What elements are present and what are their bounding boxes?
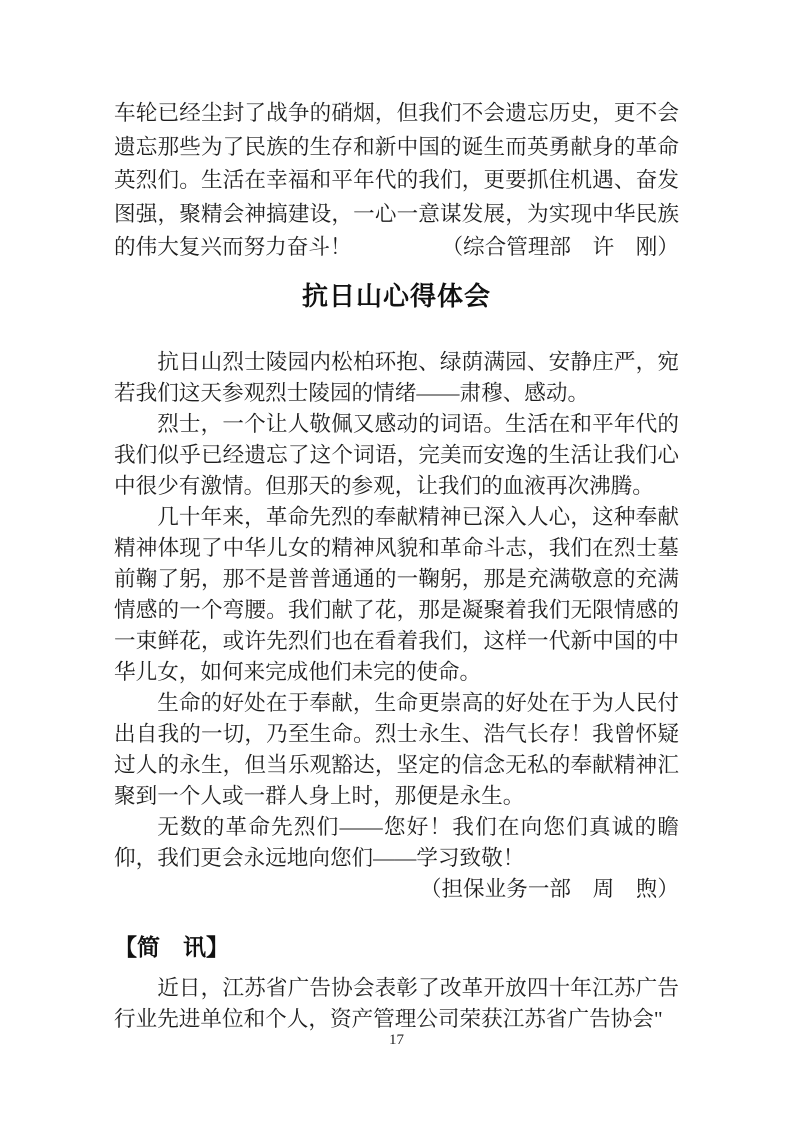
article-title: 抗日山心得体会	[301, 280, 491, 311]
article-paragraph-3: 几十年来，革命先烈的奉献精神已深入人心，这种奉献精神体现了中华儿女的精神风貌和革命斗志，我们在烈士墓前鞠了躬，那不是普普通通的一鞠躬，那是充满敬意的充满情感的一个弯腰。我们献了花，那是凝聚着我们无限情感的一束鲜花，或许先烈们也在看着我们，这样一代新中国的中华儿女，如何来完成他们未完的使命。	[114, 504, 679, 684]
article-paragraph-4: 生命的好处在于奉献，生命更崇高的好处在于为人民付出自我的一切，乃至生命。烈士永生、浩气长存！我曾怀疑过人的永生，但当乐观豁达，坚定的信念无私的奉献精神汇聚到一个人或一群人身上时，那便是永生。	[114, 690, 679, 808]
brief-section-heading: 【简 讯】	[114, 933, 229, 960]
prev-article-body: 车轮已经尘封了战争的硝烟，但我们不会遗忘历史，更不会遗忘那些为了民族的生存和新中国的诞生而英勇献身的革命英烈们。生活在幸福和平年代的我们，更要抓住机遇、奋发图强，聚精会神搞建设，一心一意谋发展，为实现中华民族的伟大复兴而努力奋斗！	[114, 101, 679, 259]
prev-article-attribution: （综合管理部 许 刚）	[441, 235, 679, 259]
page-number: 17	[389, 1032, 404, 1048]
article-paragraph-2: 烈士，一个让人敬佩又感动的词语。生活在和平年代的我们似乎已经遗忘了这个词语，完美而安逸的生活让我们心中很少有激情。但那天的参观，让我们的血液再次沸腾。	[114, 411, 679, 498]
brief-paragraph: 近日，江苏省广告协会表彰了改革开放四十年江苏广告行业先进单位和个人，资产管理公司荣获江苏省广告协会"	[114, 975, 679, 1031]
article-attribution: （担保业务一部 周 煦）	[419, 876, 679, 901]
article-paragraph-1: 抗日山烈士陵园内松柏环抱、绿荫满园、安静庄严，宛若我们这天参观烈士陵园的情绪——肃穆、感动。	[114, 349, 679, 405]
article-paragraph-5: 无数的革命先烈们——您好！我们在向您们真诚的瞻仰，我们更会永远地向您们——学习致敬！	[114, 814, 679, 870]
